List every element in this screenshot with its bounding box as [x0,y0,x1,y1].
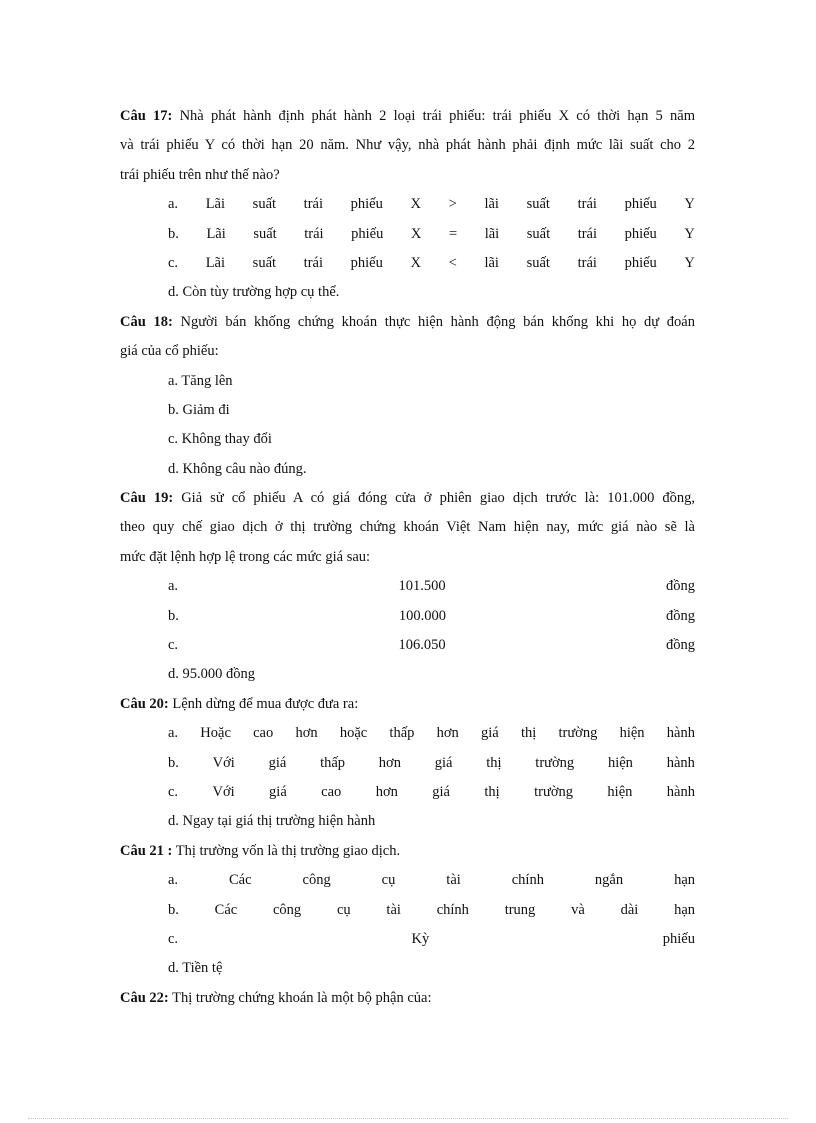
question-text: Giả sử cổ phiếu A có giá đóng cửa ở phiên giao dịch trước là: 101.000 đồng, [181,490,695,507]
option-word: lãi [484,196,499,213]
question-block [120,984,695,1013]
option-word: Lãi [206,225,226,242]
question-text: Lệnh dừng để mua được đưa ra: [172,695,359,712]
answer-option: d. Không câu nào đúng. [168,460,307,477]
document-page [120,102,695,1013]
option-word: hơn [436,725,459,742]
option-word: hành [666,725,695,742]
option-word: phiếu [350,254,383,271]
option-word: công [302,872,331,889]
answer-option: d. 95.000 đồng [168,666,255,683]
option-word: hiện [607,754,633,771]
option-letter: c. [168,783,179,800]
question-block [120,102,695,308]
option-word: cao [321,783,342,800]
option-word: cụ [381,872,396,889]
option-word: Kỳ [411,930,430,947]
option-word: thấp [389,725,415,742]
option-word: trường [534,783,574,800]
option-word: hành [666,754,695,771]
option-word: = [448,225,458,242]
question-block [120,690,695,837]
question-block [120,308,695,484]
option-word: Các [229,872,252,889]
answer-option: d. Tiền tệ [168,960,223,977]
option-word: lãi [484,225,500,242]
option-letter: a. [168,196,179,213]
option-word: hoặc [339,725,368,742]
question-text: Thị trường chứng khoán là một bộ phận của: [172,989,432,1006]
option-word: hơn [295,725,318,742]
option-word: trái [303,254,323,271]
option-word: trường [558,725,598,742]
option-word: Các [214,901,238,918]
option-word: đồng [666,578,695,595]
option-word: suất [526,225,551,242]
option-word: suất [253,225,277,242]
answer-option: c. Không thay đổi [168,431,272,448]
question-text: Thị trường vốn là thị trường giao dịch. [175,842,401,859]
option-word: Lãi [205,196,226,213]
question-text-line [120,543,695,572]
answer-option: b. Giảm đi [168,401,230,418]
option-letter: c. [168,254,179,271]
option-word: phiếu [351,225,384,242]
question-text: trái phiếu trên như thế nào? [120,166,280,183]
answer-option [168,249,695,278]
option-word: Hoặc [200,725,231,742]
option-word: Với [212,754,235,771]
option-word: Lãi [205,254,226,271]
option-word: suất [526,196,550,213]
question-number: Câu 17: [120,108,173,124]
option-word: Y [684,225,695,242]
option-word: Y [684,254,695,271]
option-word: đồng [666,637,695,654]
question-text-line [120,308,695,337]
question-text: giá của cổ phiếu: [120,343,219,360]
question-block [120,837,695,984]
option-word: 100.000 [398,607,446,624]
question-text: mức đặt lệnh hợp lệ trong các mức giá sau: [120,548,371,565]
option-word: giá [481,725,499,742]
option-word: giá [268,754,287,771]
option-word: giá [434,754,453,771]
option-letter: c. [168,930,179,947]
question-text-line [120,513,695,542]
answer-option [168,190,695,219]
question-number: Câu 20: [120,695,169,712]
question-text-line [120,984,695,1013]
option-word: hành [666,783,695,800]
option-word: phiếu [624,225,657,242]
option-word: Với [212,783,235,800]
option-word: giá [432,783,450,800]
option-word: trái [303,196,323,213]
question-text-line [120,337,695,366]
option-word: tài [446,872,461,889]
answer-option [168,220,695,249]
option-letter: b. [168,607,179,624]
question-text-line [120,484,695,513]
question-text-line [120,690,695,719]
question-text-line [120,161,695,190]
option-word: phiếu [624,196,657,213]
option-word: thị [520,725,537,742]
page-bottom-border [28,1118,788,1119]
option-word: chính [511,872,544,889]
option-word: phiếu [624,254,657,271]
option-word: công [272,901,302,918]
option-word: X [410,254,421,271]
option-word: hạn [674,901,695,918]
answer-option [168,778,695,807]
answer-option: a. Tăng lên [168,372,233,389]
option-word: tài [386,901,401,918]
option-letter: b. [168,754,179,771]
option-word: hiện [619,725,645,742]
question-block [120,484,695,690]
question-number: Câu 18: [120,313,173,330]
option-word: phiếu [350,196,383,213]
option-word: và [571,901,585,918]
option-word: trái [577,196,597,213]
question-text: và trái phiếu Y có thời hạn 20 năm. Như vậy, nhà phát hành phải định mức lãi suất cho 2 [120,137,695,154]
option-letter: a. [168,872,179,889]
option-word: cao [253,725,274,742]
option-letter: a. [168,578,179,595]
option-word: suất [526,254,550,271]
option-word: X [410,225,422,242]
option-word: 106.050 [398,637,446,654]
question-text: Người bán khống chứng khoán thực hiện hành động bán khống khi họ dự đoán [180,313,695,330]
option-word: 101.500 [398,578,446,595]
question-number: Câu 21 : [120,842,173,859]
option-word: hơn [378,754,401,771]
option-word: hiện [607,783,633,800]
answer-option [168,896,695,925]
question-text-line [120,102,695,131]
answer-option: d. Ngay tại giá thị trường hiện hành [168,813,376,830]
question-text: theo quy chế giao dịch ở thị trường chứng khoán Việt Nam hiện nay, mức giá nào sẽ là [120,519,695,536]
option-word: trường [535,754,575,771]
question-text: Nhà phát hành định phát hành 2 loại trái phiếu: trái phiếu X có thời hạn 5 năm [179,108,695,124]
option-word: thấp [320,754,346,771]
option-word: phiếu [662,930,695,947]
question-text-line [120,131,695,160]
option-word: < [448,254,457,271]
option-word: đồng [666,607,695,624]
answer-option [168,602,695,631]
option-letter: b. [168,901,179,918]
answer-option [168,749,695,778]
option-word: hạn [674,872,695,889]
option-word: Y [684,196,695,213]
option-word: thị [486,754,502,771]
option-word: suất [252,196,277,213]
option-word: trái [304,225,324,242]
option-word: dài [620,901,639,918]
option-word: cụ [336,901,351,918]
option-word: trung [504,901,536,918]
answer-option [168,925,695,954]
answer-option [168,866,695,895]
question-number: Câu 19: [120,490,174,507]
answer-option: d. Còn tùy trường hợp cụ thể. [168,284,340,301]
option-letter: c. [168,637,179,654]
option-word: giá [269,783,287,800]
option-letter: b. [168,225,179,242]
answer-option [168,719,695,748]
answer-option [168,572,695,601]
option-word: X [410,196,421,213]
question-text-line [120,837,695,866]
option-word: > [448,196,457,213]
option-word: trái [577,225,598,242]
question-number: Câu 22: [120,989,169,1006]
option-word: chính [436,901,469,918]
option-word: ngắn [594,872,624,889]
option-word: suất [252,254,277,271]
answer-option [168,631,695,660]
option-letter: a. [168,725,179,742]
option-word: lãi [484,254,499,271]
option-word: trái [577,254,597,271]
option-word: hơn [375,783,398,800]
option-word: thị [484,783,500,800]
